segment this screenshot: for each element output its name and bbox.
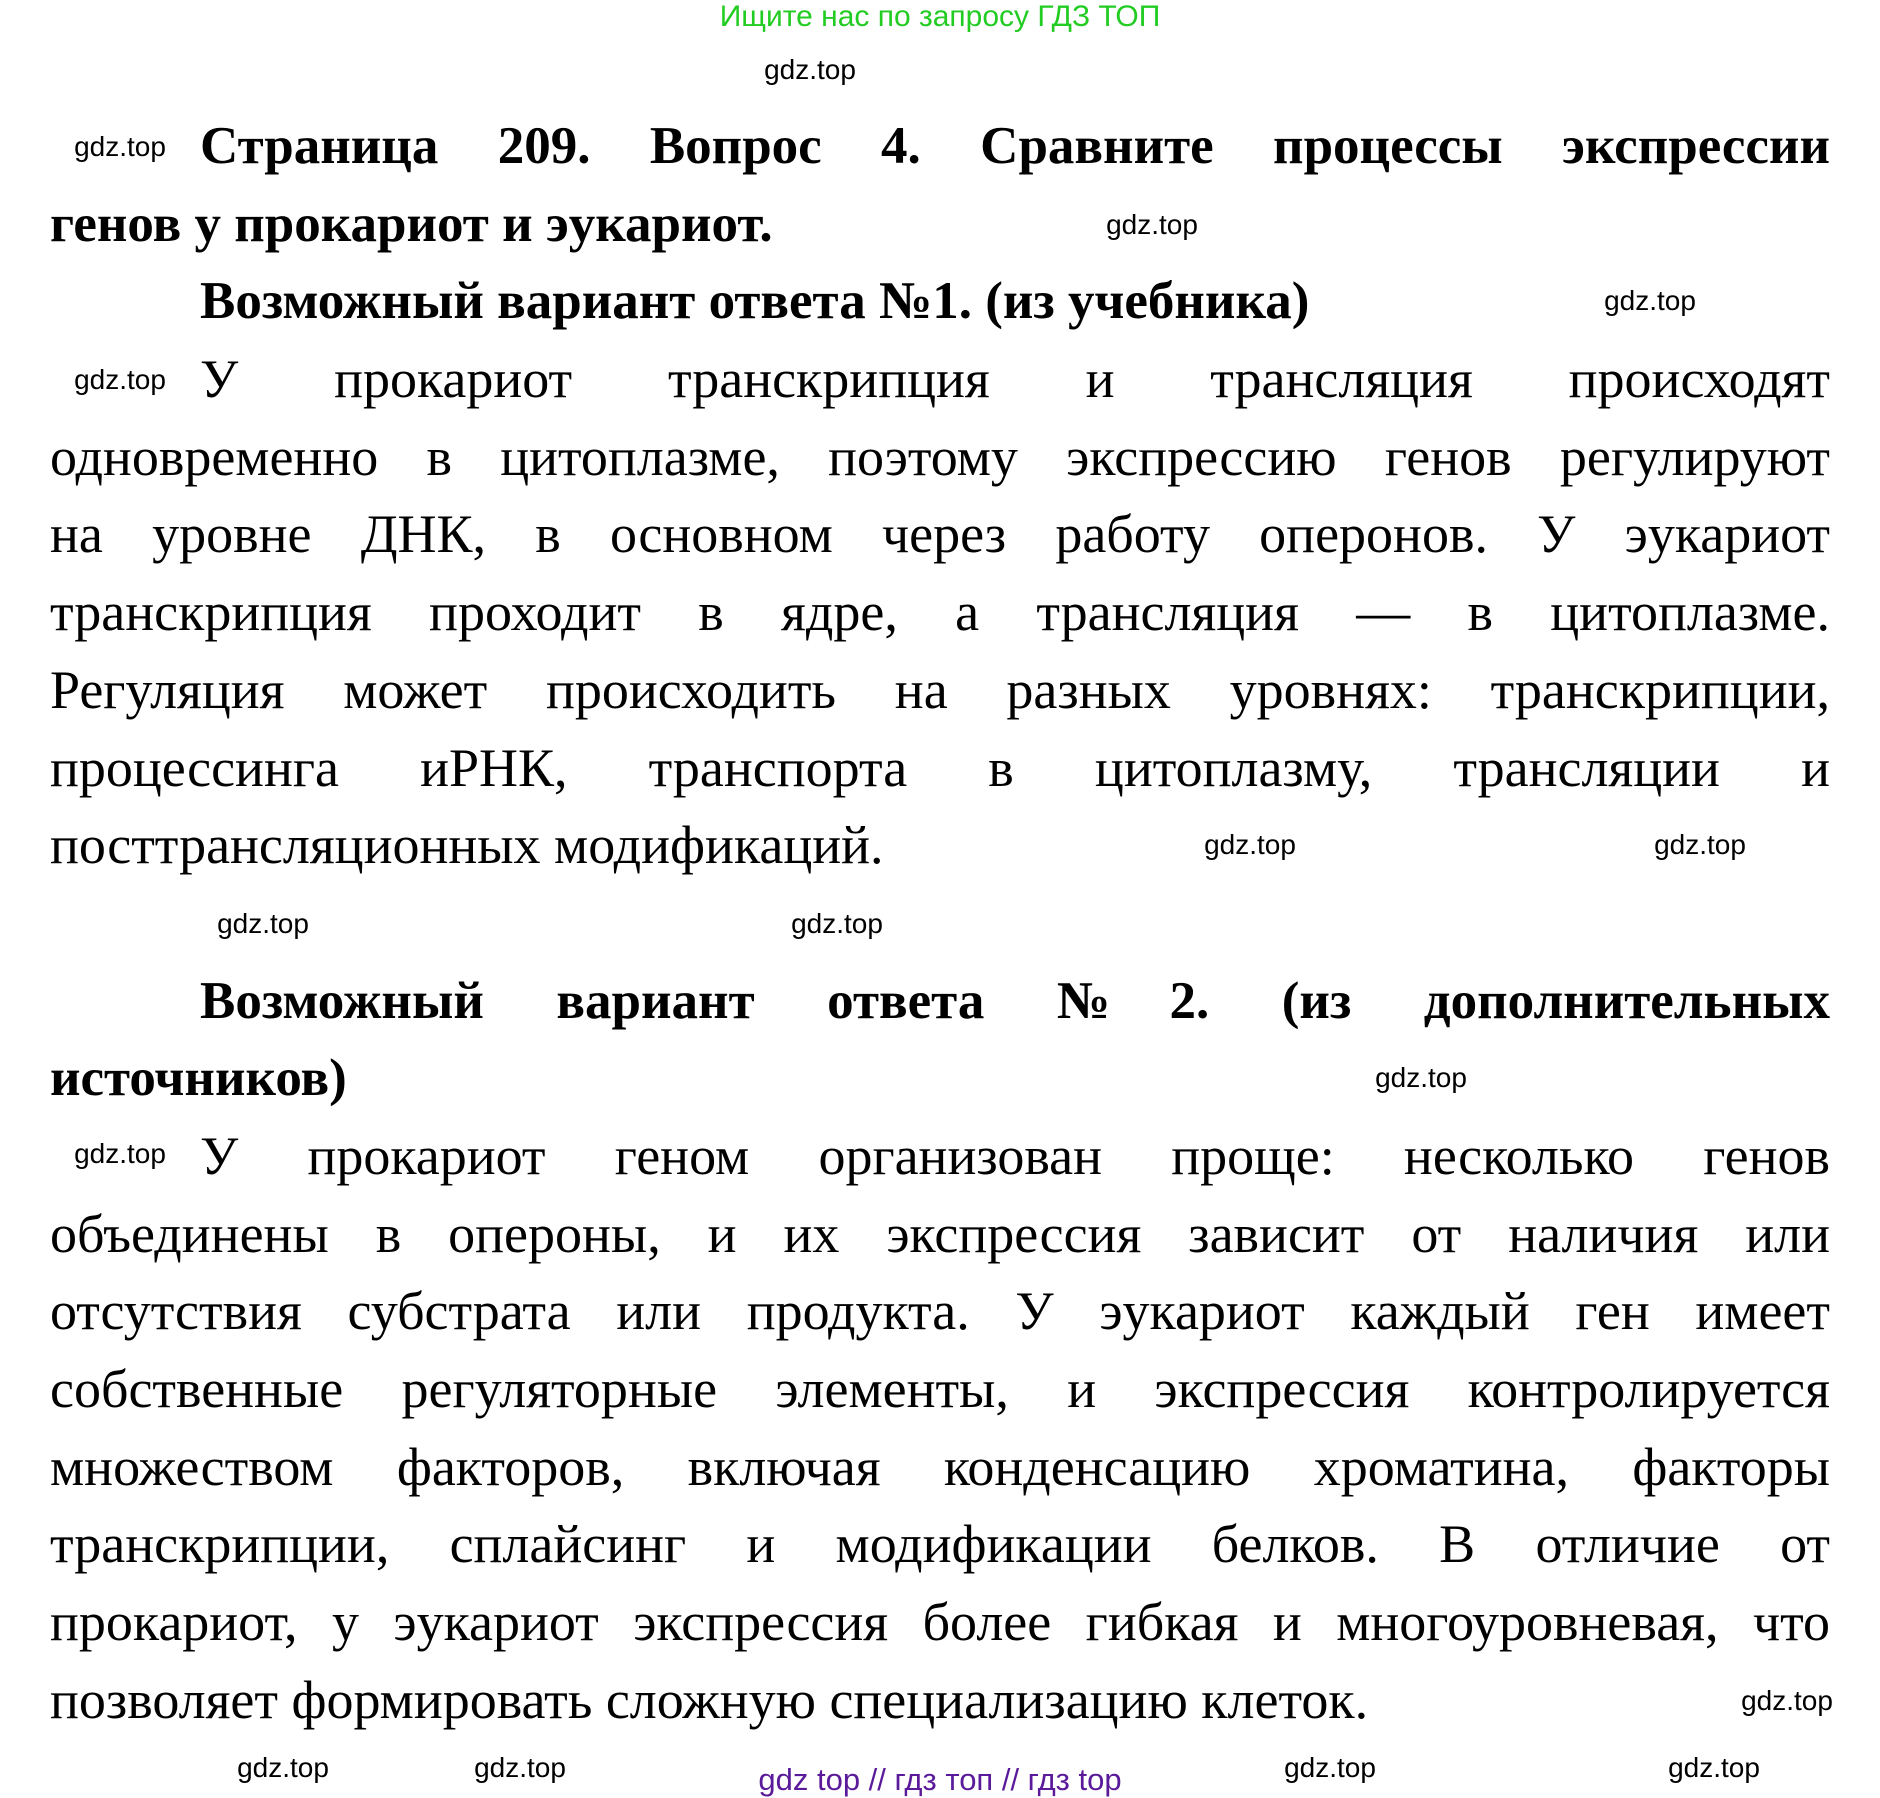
answer1-line: Регуляция может происходить на разных уровнях: транскрипции,	[50, 659, 1830, 720]
answer1-line: процессинга иРНК, транспорта в цитоплазму, трансляции и	[50, 737, 1830, 798]
search-banner: Ищите нас по запросу ГДЗ ТОП	[719, 0, 1161, 33]
watermark: gdz.top	[1284, 1752, 1376, 1783]
question-title-line-1: Страница 209. Вопрос 4. Сравните процессы экспрессии	[200, 117, 1830, 175]
watermark: gdz.top	[1654, 829, 1746, 860]
watermark: gdz.top	[237, 1752, 329, 1783]
watermark: gdz.top	[764, 54, 856, 85]
question-title-line-2: генов у прокариот и эукариот.	[50, 194, 773, 253]
watermark: gdz.top	[217, 908, 309, 939]
watermark: gdz.top	[474, 1752, 566, 1783]
answer1-line: посттрансляционных модификаций.	[50, 815, 884, 876]
answer2-line: объединены в опероны, и их экспрессия зависит от наличия или	[50, 1203, 1830, 1264]
answer2-line: множеством факторов, включая конденсацию хроматина, факторы	[50, 1436, 1830, 1497]
watermark: gdz.top	[1668, 1752, 1760, 1783]
answer1-line: одновременно в цитоплазме, поэтому экспрессию генов регулируют	[50, 426, 1830, 487]
footer-links: gdz top // гдз топ // гдз top	[758, 1762, 1122, 1797]
answer2-heading-line-1: Возможный вариант ответа №2. (из дополнительных	[200, 971, 1830, 1030]
watermark: gdz.top	[1204, 829, 1296, 860]
watermark: gdz.top	[74, 131, 166, 162]
answer2-line: прокариот, у эукариот экспрессия более гибкая и многоуровневая, что	[50, 1592, 1830, 1653]
answer1-line: на уровне ДНК, в основном через работу оперонов. У эукариот	[50, 504, 1830, 565]
watermark: gdz.top	[1106, 209, 1198, 240]
answer1-line: У прокариот транскрипция и трансляция происходят	[200, 349, 1830, 410]
answer2-line: У прокариот геном организован проще: несколько генов	[200, 1125, 1830, 1186]
watermark: gdz.top	[791, 908, 883, 939]
watermark: gdz.top	[74, 1138, 166, 1169]
watermark: gdz.top	[74, 364, 166, 395]
answer2-line: позволяет формировать сложную специализацию клеток.	[50, 1669, 1369, 1730]
document-body	[50, 108, 1830, 1739]
blank-line	[50, 885, 1830, 963]
answer2-line: собственные регуляторные элементы, и экспрессия контролируется	[50, 1359, 1830, 1419]
answer1-line: транскрипция проходит в ядре, а трансляция — в цитоплазме.	[50, 582, 1830, 643]
watermark: gdz.top	[1741, 1685, 1833, 1716]
watermark: gdz.top	[1604, 285, 1696, 316]
answer2-line: отсутствия субстрата или продукта. У эукариот каждый ген имеет	[50, 1281, 1830, 1342]
watermark: gdz.top	[1375, 1062, 1467, 1093]
answer2-heading-line-2: источников)	[50, 1049, 347, 1108]
answer2-line: транскрипции, сплайсинг и модификации белков. В отличие от	[50, 1514, 1830, 1575]
answer1-heading: Возможный вариант ответа №1. (из учебника)	[200, 272, 1310, 331]
